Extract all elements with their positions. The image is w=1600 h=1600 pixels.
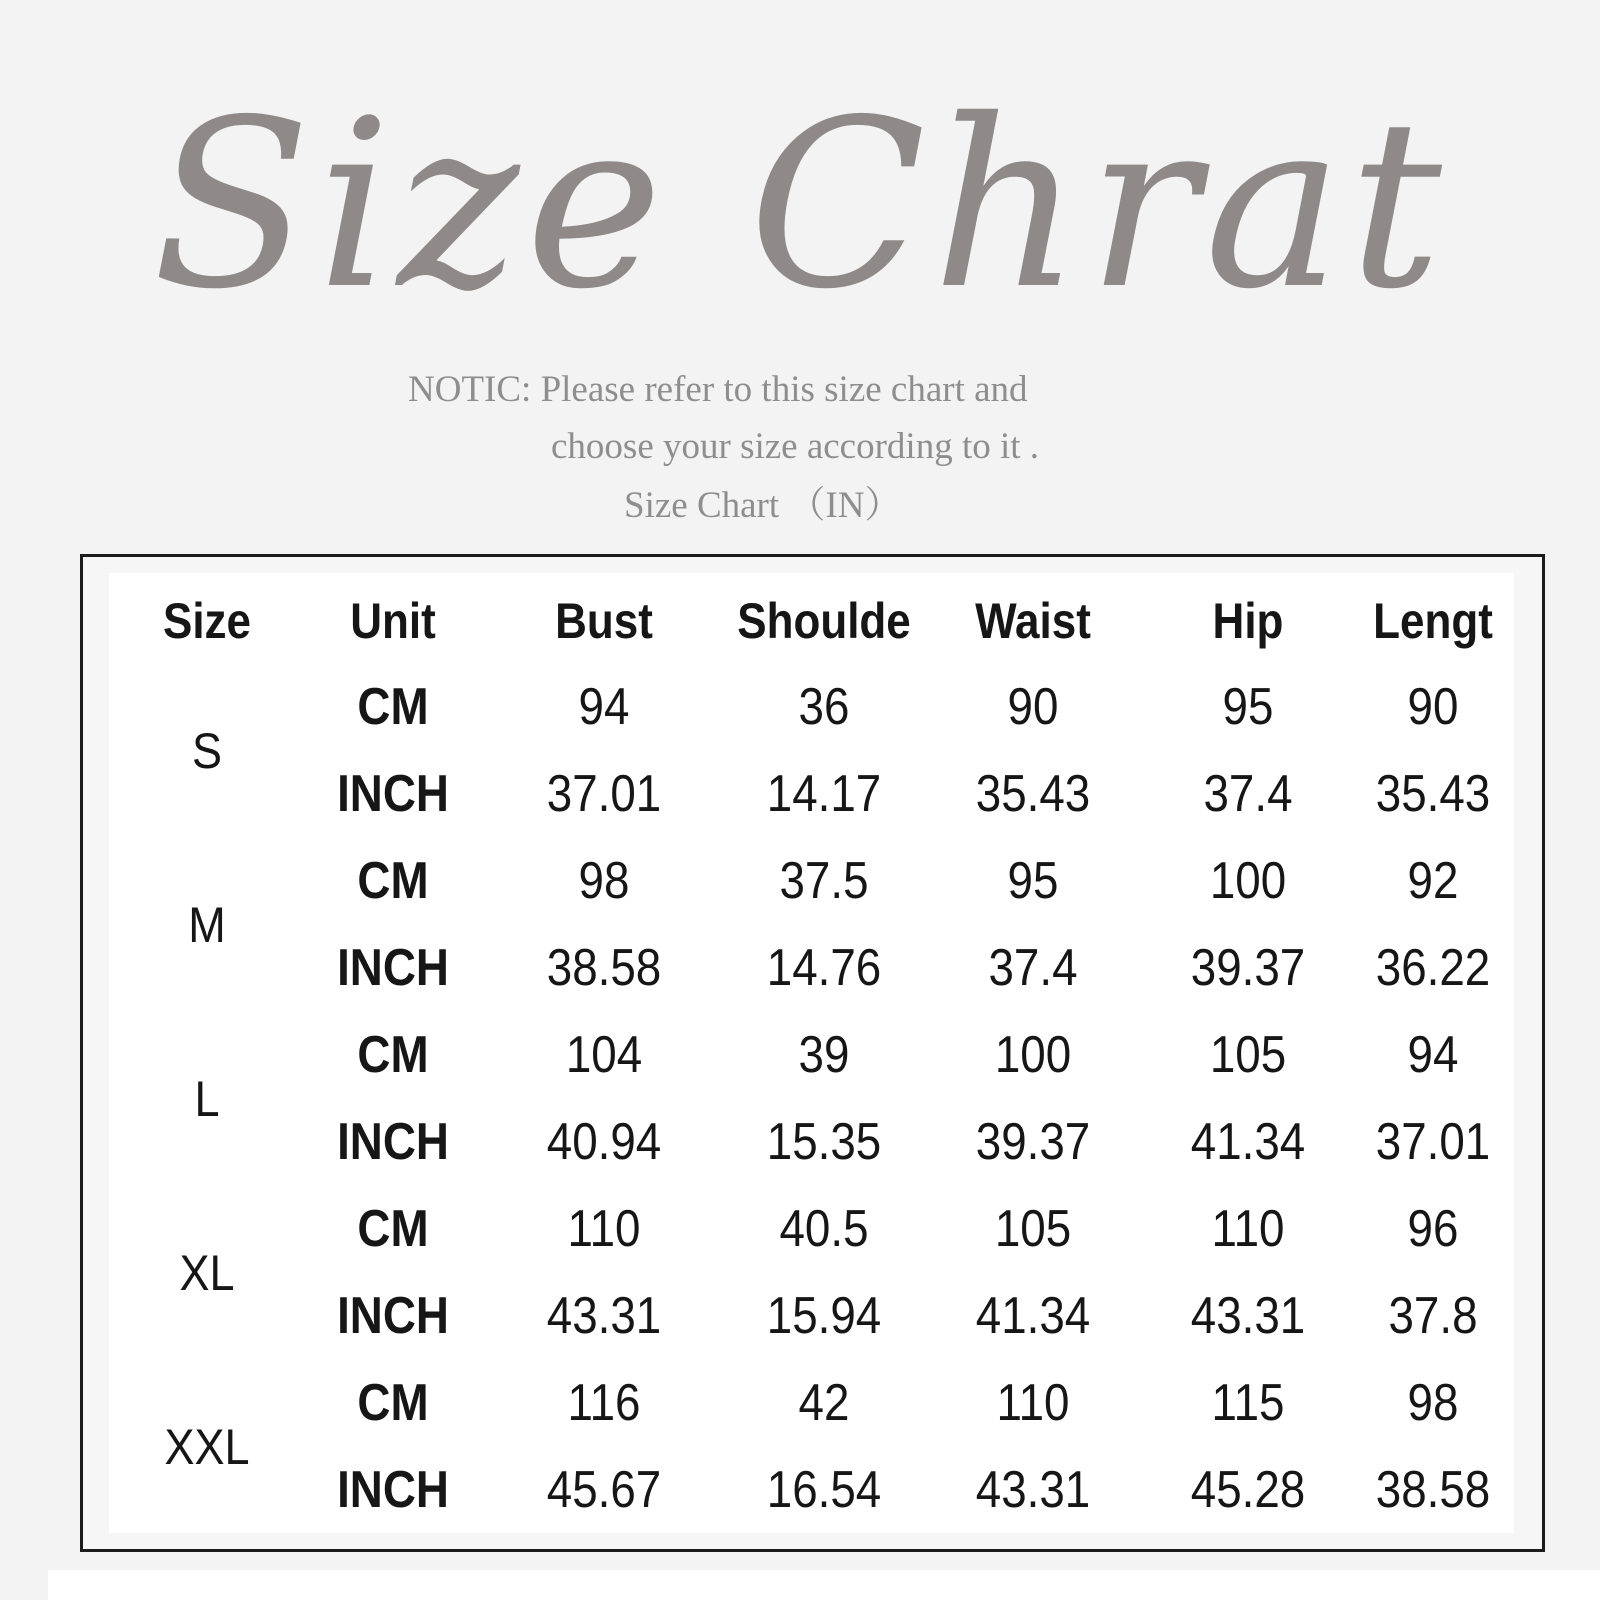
table-cell: 104 xyxy=(565,1026,643,1084)
unit-label: INCH xyxy=(337,1461,449,1519)
table-cell: 16.54 xyxy=(766,1461,882,1519)
table-cell: 100 xyxy=(1209,852,1287,910)
table-cell: 35.43 xyxy=(975,765,1091,823)
table-cell: 45.28 xyxy=(1190,1461,1306,1519)
unit-label: CM xyxy=(357,1374,429,1432)
table-cell: 116 xyxy=(567,1374,641,1432)
size-table-body xyxy=(109,573,1514,1533)
table-cell: 40.94 xyxy=(546,1113,662,1171)
table-cell: 36.22 xyxy=(1375,939,1491,997)
table-cell: 45.67 xyxy=(546,1461,662,1519)
table-cell: 100 xyxy=(994,1026,1072,1084)
table-cell: 110 xyxy=(1211,1200,1285,1258)
unit-label: CM xyxy=(357,852,429,910)
notice-line-2: choose your size according to it . xyxy=(551,426,1040,467)
unit-label: CM xyxy=(357,678,429,736)
table-cell: 98 xyxy=(578,852,630,910)
table-cell: 43.31 xyxy=(1190,1287,1306,1345)
table-cell: 38.58 xyxy=(1375,1461,1491,1519)
table-cell: 37.01 xyxy=(546,765,662,823)
unit-label: INCH xyxy=(337,1287,449,1345)
size-label: XXL xyxy=(164,1418,250,1475)
table-cell: 39.37 xyxy=(1190,939,1306,997)
table-cell: 94 xyxy=(578,678,630,736)
table-cell: 15.35 xyxy=(766,1113,882,1171)
header-waist: Waist xyxy=(975,593,1091,649)
table-cell: 92 xyxy=(1407,852,1459,910)
header-shoulder: Shoulde xyxy=(737,593,911,649)
bottom-strip xyxy=(48,1570,1600,1600)
header-length: Lengt xyxy=(1373,593,1493,649)
size-label: S xyxy=(191,722,223,779)
header-size: Size xyxy=(162,593,252,649)
table-cell: 40.5 xyxy=(779,1200,869,1258)
table-cell: 36 xyxy=(798,678,850,736)
unit-label: CM xyxy=(357,1200,429,1258)
table-cell: 94 xyxy=(1407,1026,1459,1084)
table-cell: 90 xyxy=(1007,678,1059,736)
size-label: L xyxy=(194,1070,220,1127)
table-cell: 98 xyxy=(1407,1374,1459,1432)
table-cell: 37.5 xyxy=(779,852,869,910)
table-cell: 38.58 xyxy=(546,939,662,997)
table-cell: 15.94 xyxy=(766,1287,882,1345)
table-cell: 95 xyxy=(1007,852,1059,910)
table-cell: 105 xyxy=(1209,1026,1287,1084)
size-label: M xyxy=(188,896,226,953)
table-cell: 37.4 xyxy=(1203,765,1293,823)
table-cell: 37.01 xyxy=(1375,1113,1491,1171)
table-cell: 105 xyxy=(994,1200,1072,1258)
table-cell: 43.31 xyxy=(975,1461,1091,1519)
table-cell: 115 xyxy=(1211,1374,1285,1432)
unit-label: CM xyxy=(357,1026,429,1084)
table-cell: 37.8 xyxy=(1388,1287,1478,1345)
table-cell: 14.17 xyxy=(766,765,882,823)
table-cell: 90 xyxy=(1407,678,1459,736)
notice-line-1: NOTIC: Please refer to this size chart and xyxy=(408,369,1028,410)
table-cell: 14.76 xyxy=(766,939,882,997)
header-hip: Hip xyxy=(1212,593,1284,649)
table-cell: 110 xyxy=(567,1200,641,1258)
header-bust: Bust xyxy=(555,593,653,649)
table-cell: 110 xyxy=(996,1374,1070,1432)
size-table xyxy=(80,554,1545,1552)
table-cell: 95 xyxy=(1222,678,1274,736)
unit-label: INCH xyxy=(337,939,449,997)
table-cell: 41.34 xyxy=(975,1287,1091,1345)
size-label: XL xyxy=(179,1244,235,1301)
unit-label: INCH xyxy=(337,765,449,823)
size-chart-subtitle: Size Chart （IN） xyxy=(624,485,902,526)
table-cell: 39.37 xyxy=(975,1113,1091,1171)
table-cell: 41.34 xyxy=(1190,1113,1306,1171)
page-title: Size Chrat xyxy=(152,70,1448,340)
table-cell: 35.43 xyxy=(1375,765,1491,823)
header-unit: Unit xyxy=(350,593,436,649)
table-cell: 43.31 xyxy=(546,1287,662,1345)
table-cell: 39 xyxy=(798,1026,850,1084)
table-cell: 96 xyxy=(1407,1200,1459,1258)
table-cell: 37.4 xyxy=(988,939,1078,997)
table-cell: 42 xyxy=(798,1374,850,1432)
unit-label: INCH xyxy=(337,1113,449,1171)
